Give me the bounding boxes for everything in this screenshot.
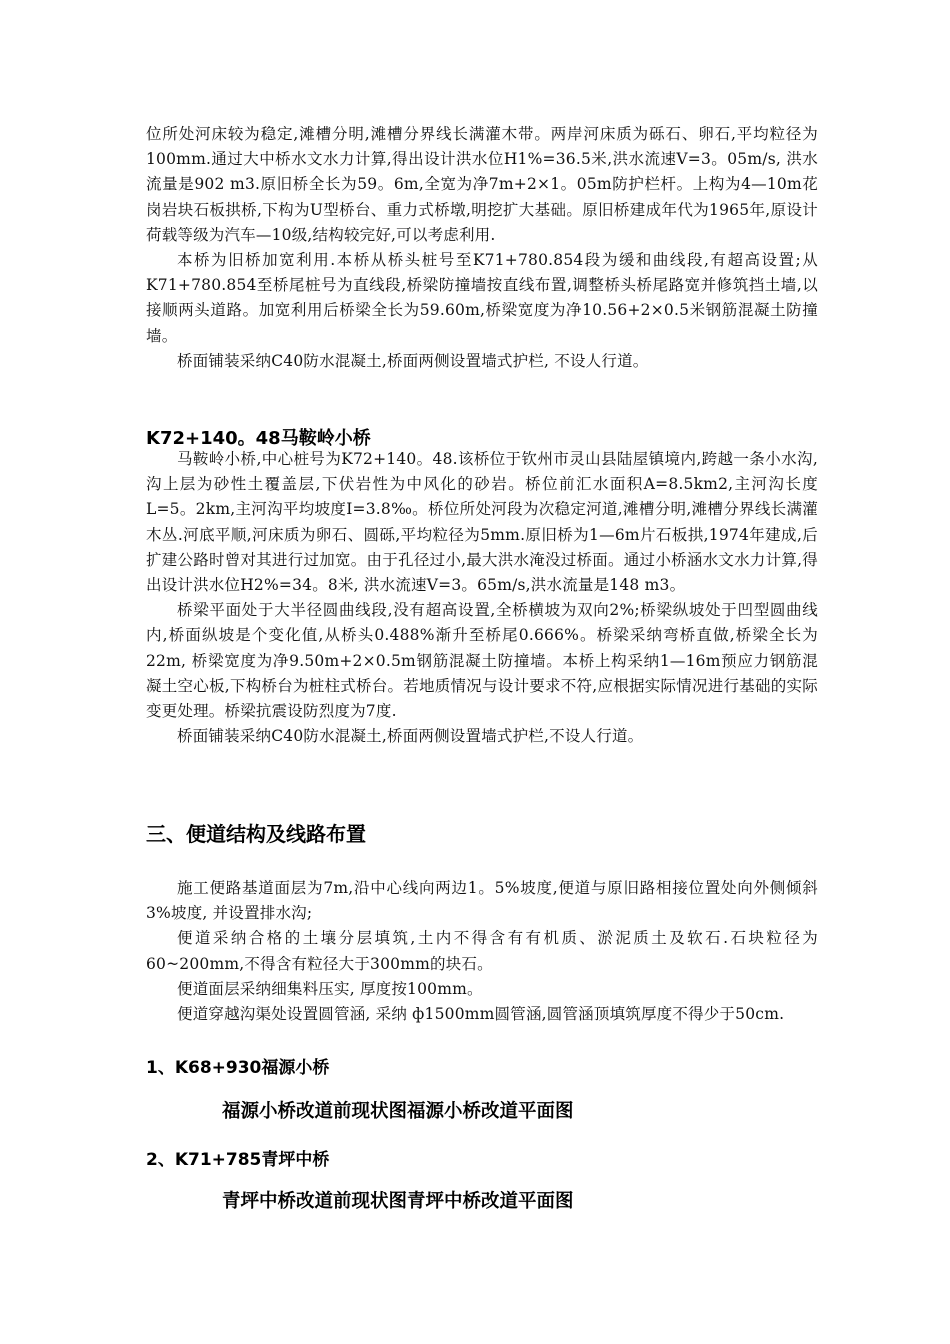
item-1-caption: 福源小桥改道前现状图福源小桥改道平面图 <box>222 1101 574 1122</box>
section-c-paragraph-4: 便道穿越沟渠处设置圆管涵, 采纳 ф1500mm圆管涵,圆管涵顶填筑厚度不得少于50cm. <box>177 1005 785 1024</box>
item-1-heading: 1、K68+930福源小桥 <box>146 1058 330 1078</box>
section-b-paragraph-3: 桥面铺装采纳C40防水混凝土,桥面两侧设置墙式护栏,不设人行道。 <box>177 727 644 746</box>
section-a-paragraph-2: 本桥为旧桥加宽利用.本桥从桥头桩号至K71+780.854段为缓和曲线段,有超高设置;从K71+780.854至桥尾桩号为直线段,桥梁防撞墙按直线布置,调整桥头桥尾路宽并修筑挡土墙,以接顺两头道路。加宽利用后桥梁全长为59.60m,桥梁宽度为净10.56+2×0.5米钢筋混凝土防撞墙。 <box>146 251 818 345</box>
section-c-paragraph-2: 便道采纳合格的土壤分层填筑,土内不得含有有机质、淤泥质土及软石.石块粒径为60~200mm,不得含有粒径大于300mm的块石。 <box>146 929 818 973</box>
section-a-paragraph-3: 桥面铺装采纳C40防水混凝土,桥面两侧设置墙式护栏, 不设人行道。 <box>177 351 649 370</box>
section-c-paragraph-3: 便道面层采纳细集料压实, 厚度按100mm。 <box>177 979 483 998</box>
section-a-paragraph-1: 位所处河床较为稳定,滩槽分明,滩槽分界线长满灌木带。两岸河床质为砾石、卵石,平均粒径为100mm.通过大中桥水文水力计算,得出设计洪水位H1%=36.5米,洪水流速V=3。05m/s, 洪水流量是902 m3.原旧桥全长为59。6m,全宽为净7m+2×1。05m防护栏杆。上构为4—10m花岗岩块石板拱桥,下构为U型桥台、重力式桥墩,明挖扩大基础。原旧桥建成年代为1965年,原设计荷载等级为汽车—10级,结构较完好,可以考虑利用. <box>146 125 818 244</box>
section-c-paragraph-1: 施工便路基道面层为7m,沿中心线向两边1。5%坡度,便道与原旧路相接位置处向外侧倾斜3%坡度, 并设置排水沟; <box>146 879 818 923</box>
section-b-paragraph-2: 桥梁平面处于大半径圆曲线段,没有超高设置,全桥横坡为双向2%;桥梁纵坡处于凹型圆曲线内,桥面纵坡是个变化值,从桥头0.488%渐升至桥尾0.666%。桥梁采纳弯桥直做,桥梁全长为22m, 桥梁宽度为净9.50m+2×0.5m钢筋混凝土防撞墙。本桥上构采纳1—16m预应力钢筋混凝土空心板,下构桥台为桩柱式桥台。若地质情况与设计要求不符,应根据实际情况进行基础的实际变更处理。桥梁抗震设防烈度为7度. <box>146 601 818 721</box>
section-3-heading: 三、便道结构及线路布置 <box>146 822 366 846</box>
section-c-text <box>146 876 818 1027</box>
section-b-text <box>146 447 818 749</box>
item-2-caption: 青坪中桥改道前现状图青坪中桥改道平面图 <box>222 1191 574 1212</box>
bridge-heading: K72+140。48马鞍岭小桥 <box>146 428 371 449</box>
section-a-text <box>146 122 818 374</box>
section-b-paragraph-1: 马鞍岭小桥,中心桩号为K72+140。48.该桥位于钦州市灵山县陆屋镇境内,跨越一条小水沟,沟上层为砂性土覆盖层,下伏岩性为中风化的砂岩。桥位前汇水面积A=8.5km2,主河沟长度L=5。2km,主河沟平均坡度I=3.8‰。桥位所处河段为次稳定河道,滩槽分明,滩槽分界线长满灌木丛.河底平顺,河床质为卵石、圆砾,平均粒径为5mm.原旧桥为1—6m片石板拱,1974年建成,后扩建公路时曾对其进行过加宽。由于孔径过小,最大洪水淹没过桥面。通过小桥涵水文水力计算,得出设计洪水位H2%=34。8米, 洪水流速V=3。65m/s,洪水流量是148 m3。 <box>146 450 818 595</box>
item-2-heading: 2、K71+785青坪中桥 <box>146 1150 330 1170</box>
